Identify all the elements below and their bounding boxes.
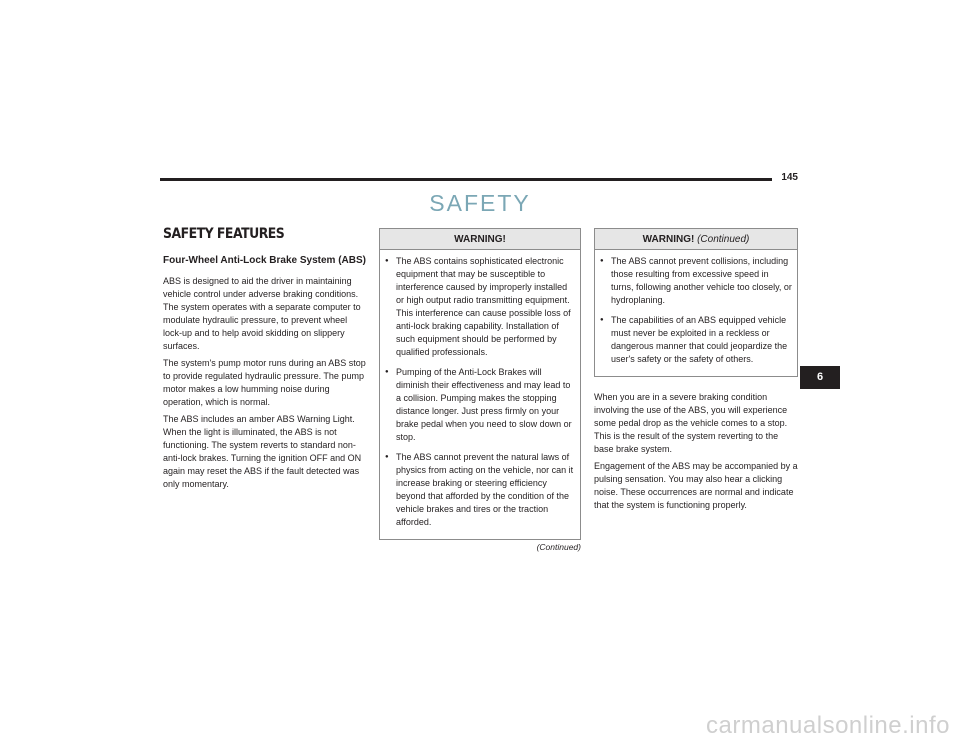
warning-item-text: The ABS contains sophisticated electronic equipment that may be susceptible to interference caused by improperly installed or high output radio transmitting equipment. This interference can cause possible loss of anti-lock braking capability. Installation of such equipment should be performed by qualified professionals. <box>396 256 571 357</box>
right-column <box>594 228 798 516</box>
paragraph: The system's pump motor runs during an ABS stop to provide regulated hydraulic pressure. The pump motor makes a low humming noise during operation, which is normal. <box>163 358 366 407</box>
section-heading: SAFETY FEATURES <box>163 226 285 242</box>
continued-label: (Continued) <box>536 542 581 552</box>
warning-item <box>385 451 575 529</box>
sub-heading: Four-Wheel Anti-Lock Brake System (ABS) <box>163 255 366 266</box>
warning-item-text: The ABS cannot prevent the natural laws of physics from acting on the vehicle, nor can it increase braking or steering efficiency beyond that afforded by the condition of the vehicle brakes and tires or the traction afforded. <box>396 452 574 527</box>
warning-header <box>380 229 580 250</box>
page-number: 145 <box>781 172 798 183</box>
warning-item-text: The capabilities of an ABS equipped vehicle must never be exploited in a reckless or dangerous manner that could jeopardize the user's safety or the safety of others. <box>611 315 788 364</box>
warning-title-continued: (Continued) <box>697 234 750 245</box>
chapter-title: SAFETY <box>429 190 531 216</box>
bullet-icon: ● <box>385 258 389 264</box>
middle-column <box>379 228 581 552</box>
warning-title: WARNING! <box>454 234 506 245</box>
warning-box <box>379 228 581 540</box>
body-text <box>594 391 798 512</box>
paragraph: Engagement of the ABS may be accompanied by a pulsing sensation. You may also hear a clicking noise. These occurrences are normal and indicate that the system is functioning properly. <box>594 461 798 510</box>
paragraph: ABS is designed to aid the driver in maintaining vehicle control under adverse braking conditions. The system operates with a separate computer to modulate hydraulic pressure, to prevent wheel lock-up and to help avoid skidding on slippery surfaces. <box>163 276 361 351</box>
bullet-icon: ● <box>385 369 389 375</box>
warning-item-text: Pumping of the Anti-Lock Brakes will diminish their effectiveness and may lead to a collision. Pumping makes the stopping distance longer. Just press firmly on your brake pedal when you need to slow down or stop. <box>396 367 572 442</box>
warning-list <box>380 250 580 539</box>
bullet-icon: ● <box>600 258 604 264</box>
warning-header <box>595 229 797 250</box>
bullet-icon: ● <box>600 317 604 323</box>
paragraph: The ABS includes an amber ABS Warning Light. When the light is illuminated, the ABS is not functioning. The system reverts to standard non-anti-lock brakes. Turning the ignition OFF and ON again may reset the ABS if the fault detected was only momentary. <box>163 414 362 489</box>
watermark: carmanualsonline.info <box>706 712 950 739</box>
warning-item <box>385 255 575 359</box>
bullet-icon: ● <box>385 454 389 460</box>
chapter-tab[interactable]: 6 <box>800 366 840 389</box>
paragraph: When you are in a severe braking condition involving the use of the ABS, you will experience some pedal drop as the vehicle comes to a stop. This is the result of the system reverting to the base brake system. <box>594 392 788 454</box>
warning-item <box>600 314 792 366</box>
header-rule <box>160 178 772 181</box>
warning-box-continued <box>594 228 798 377</box>
left-column <box>163 226 367 495</box>
warning-item <box>385 366 575 444</box>
warning-title: WARNING! <box>642 234 695 245</box>
warning-item-text: The ABS cannot prevent collisions, including those resulting from excessive speed in turns, following another vehicle too closely, or hydroplaning. <box>611 256 792 305</box>
warning-list <box>595 250 797 376</box>
warning-item <box>600 255 792 307</box>
